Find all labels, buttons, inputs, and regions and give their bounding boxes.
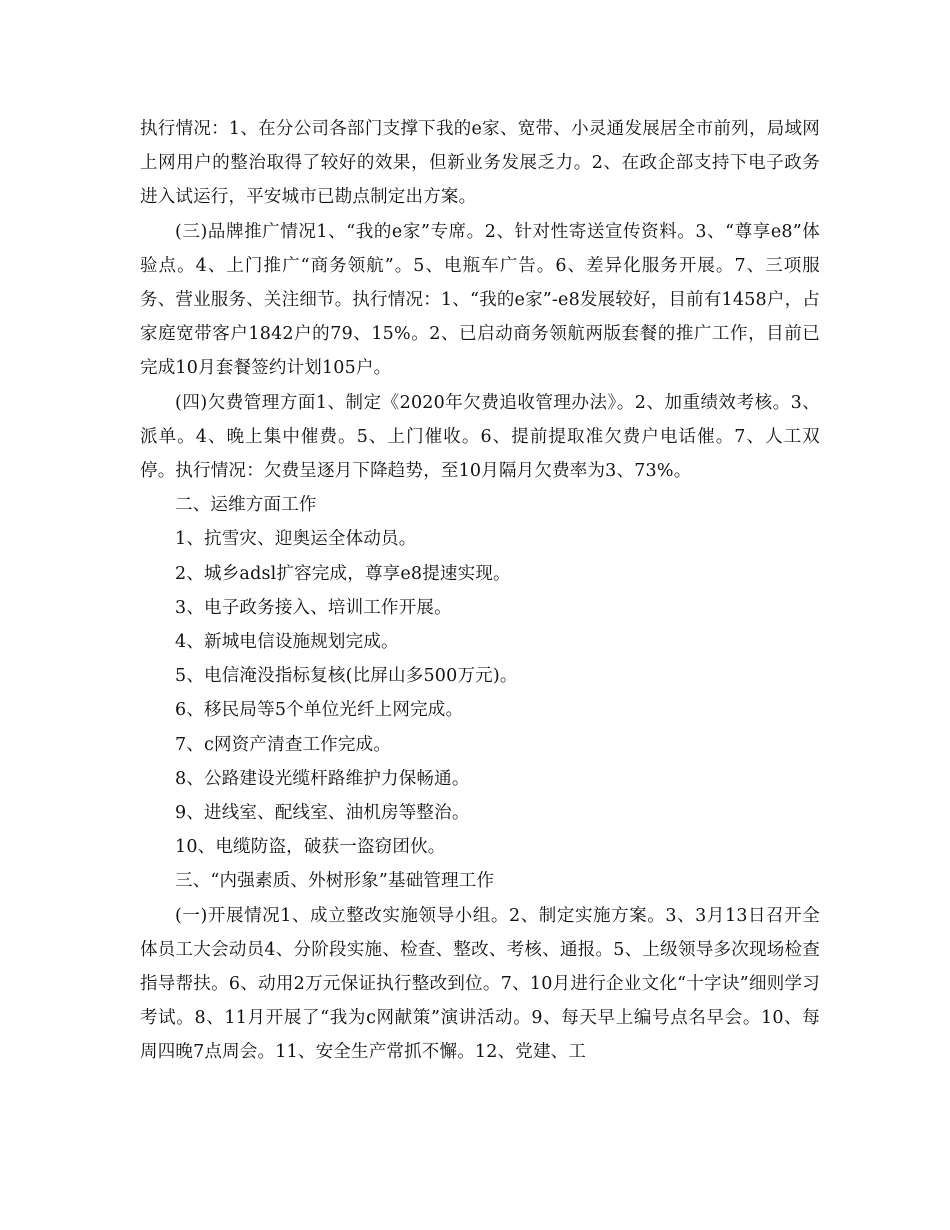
paragraph-arrears-management: (四)欠费管理方面1、制定《2020年欠费追收管理办法》。2、加重绩效考核。3、派单。4、晚上集中催费。5、上门催收。6、提前提取准欠费户电话催。7、人工双停。执行情况：欠费呈逐月下降趋势，至10月隔月欠费率为3、73%。 [140,392,820,482]
paragraph-execution-status: 执行情况：1、在分公司各部门支撑下我的e家、宽带、小灵通发展居全市前列，局域网上网用户的整治取得了较好的效果，但新业务发展乏力。2、在政企部支持下电子政务进入试运行，平安城市已勘点制定出方案。 [140,119,820,208]
paragraph-brand-promotion: (三)品牌推广情况1、“我的e家”专席。2、针对性寄送宣传资料。3、“尊享e8”体验点。4、上门推广“商务领航”。5、电瓶车广告。6、差异化服务开展。7、三项服务、营业服务、关注细节。执行情况：1、“我的e家”-e8发展较好，目前有1458户，占家庭宽带客户1842户的79、15%。2、已启动商务领航两版套餐的推广工作，目前已完成10月套餐签约计划105户。 [140,221,820,379]
section-two-item-10: 10、电缆防盗，破获一盗窃团伙。 [175,837,446,858]
document-body [140,112,820,1070]
section-two-item-2: 2、城乡adsl扩容完成，尊享e8提速实现。 [175,563,511,584]
section-two-item-8: 8、公路建设光缆杆路维护力保畅通。 [175,768,470,789]
section-two-item-1: 1、抗雪灾、迎奥运全体动员。 [175,529,417,550]
section-three-heading: 三、“内强素质、外树形象”基础管理工作 [175,871,495,892]
section-two-item-6: 6、移民局等5个单位光纤上网完成。 [175,700,464,721]
section-two-item-7: 7、c网资产清查工作完成。 [175,734,392,755]
section-two-item-4: 4、新城电信设施规划完成。 [175,632,399,653]
section-two-item-9: 9、进线室、配线室、油机房等整治。 [175,803,470,824]
section-two-item-5: 5、电信淹没指标复核(比屏山多500万元)。 [175,666,518,687]
section-two-item-3: 3、电子政务接入、培训工作开展。 [175,597,452,618]
section-two-heading: 二、运维方面工作 [175,495,317,516]
paragraph-development-status: (一)开展情况1、成立整改实施领导小组。2、制定实施方案。3、3月13日召开全体员工大会动员4、分阶段实施、检查、整改、考核、通报。5、上级领导多次现场检查指导帮扶。6、动用2万元保证执行整改到位。7、10月进行企业文化“十字诀”细则学习考试。8、11月开展了“我为c网献策”演讲活动。9、每天早上编号点名早会。10、每周四晚7点周会。11、安全生产常抓不懈。12、党建、工 [140,905,820,1063]
